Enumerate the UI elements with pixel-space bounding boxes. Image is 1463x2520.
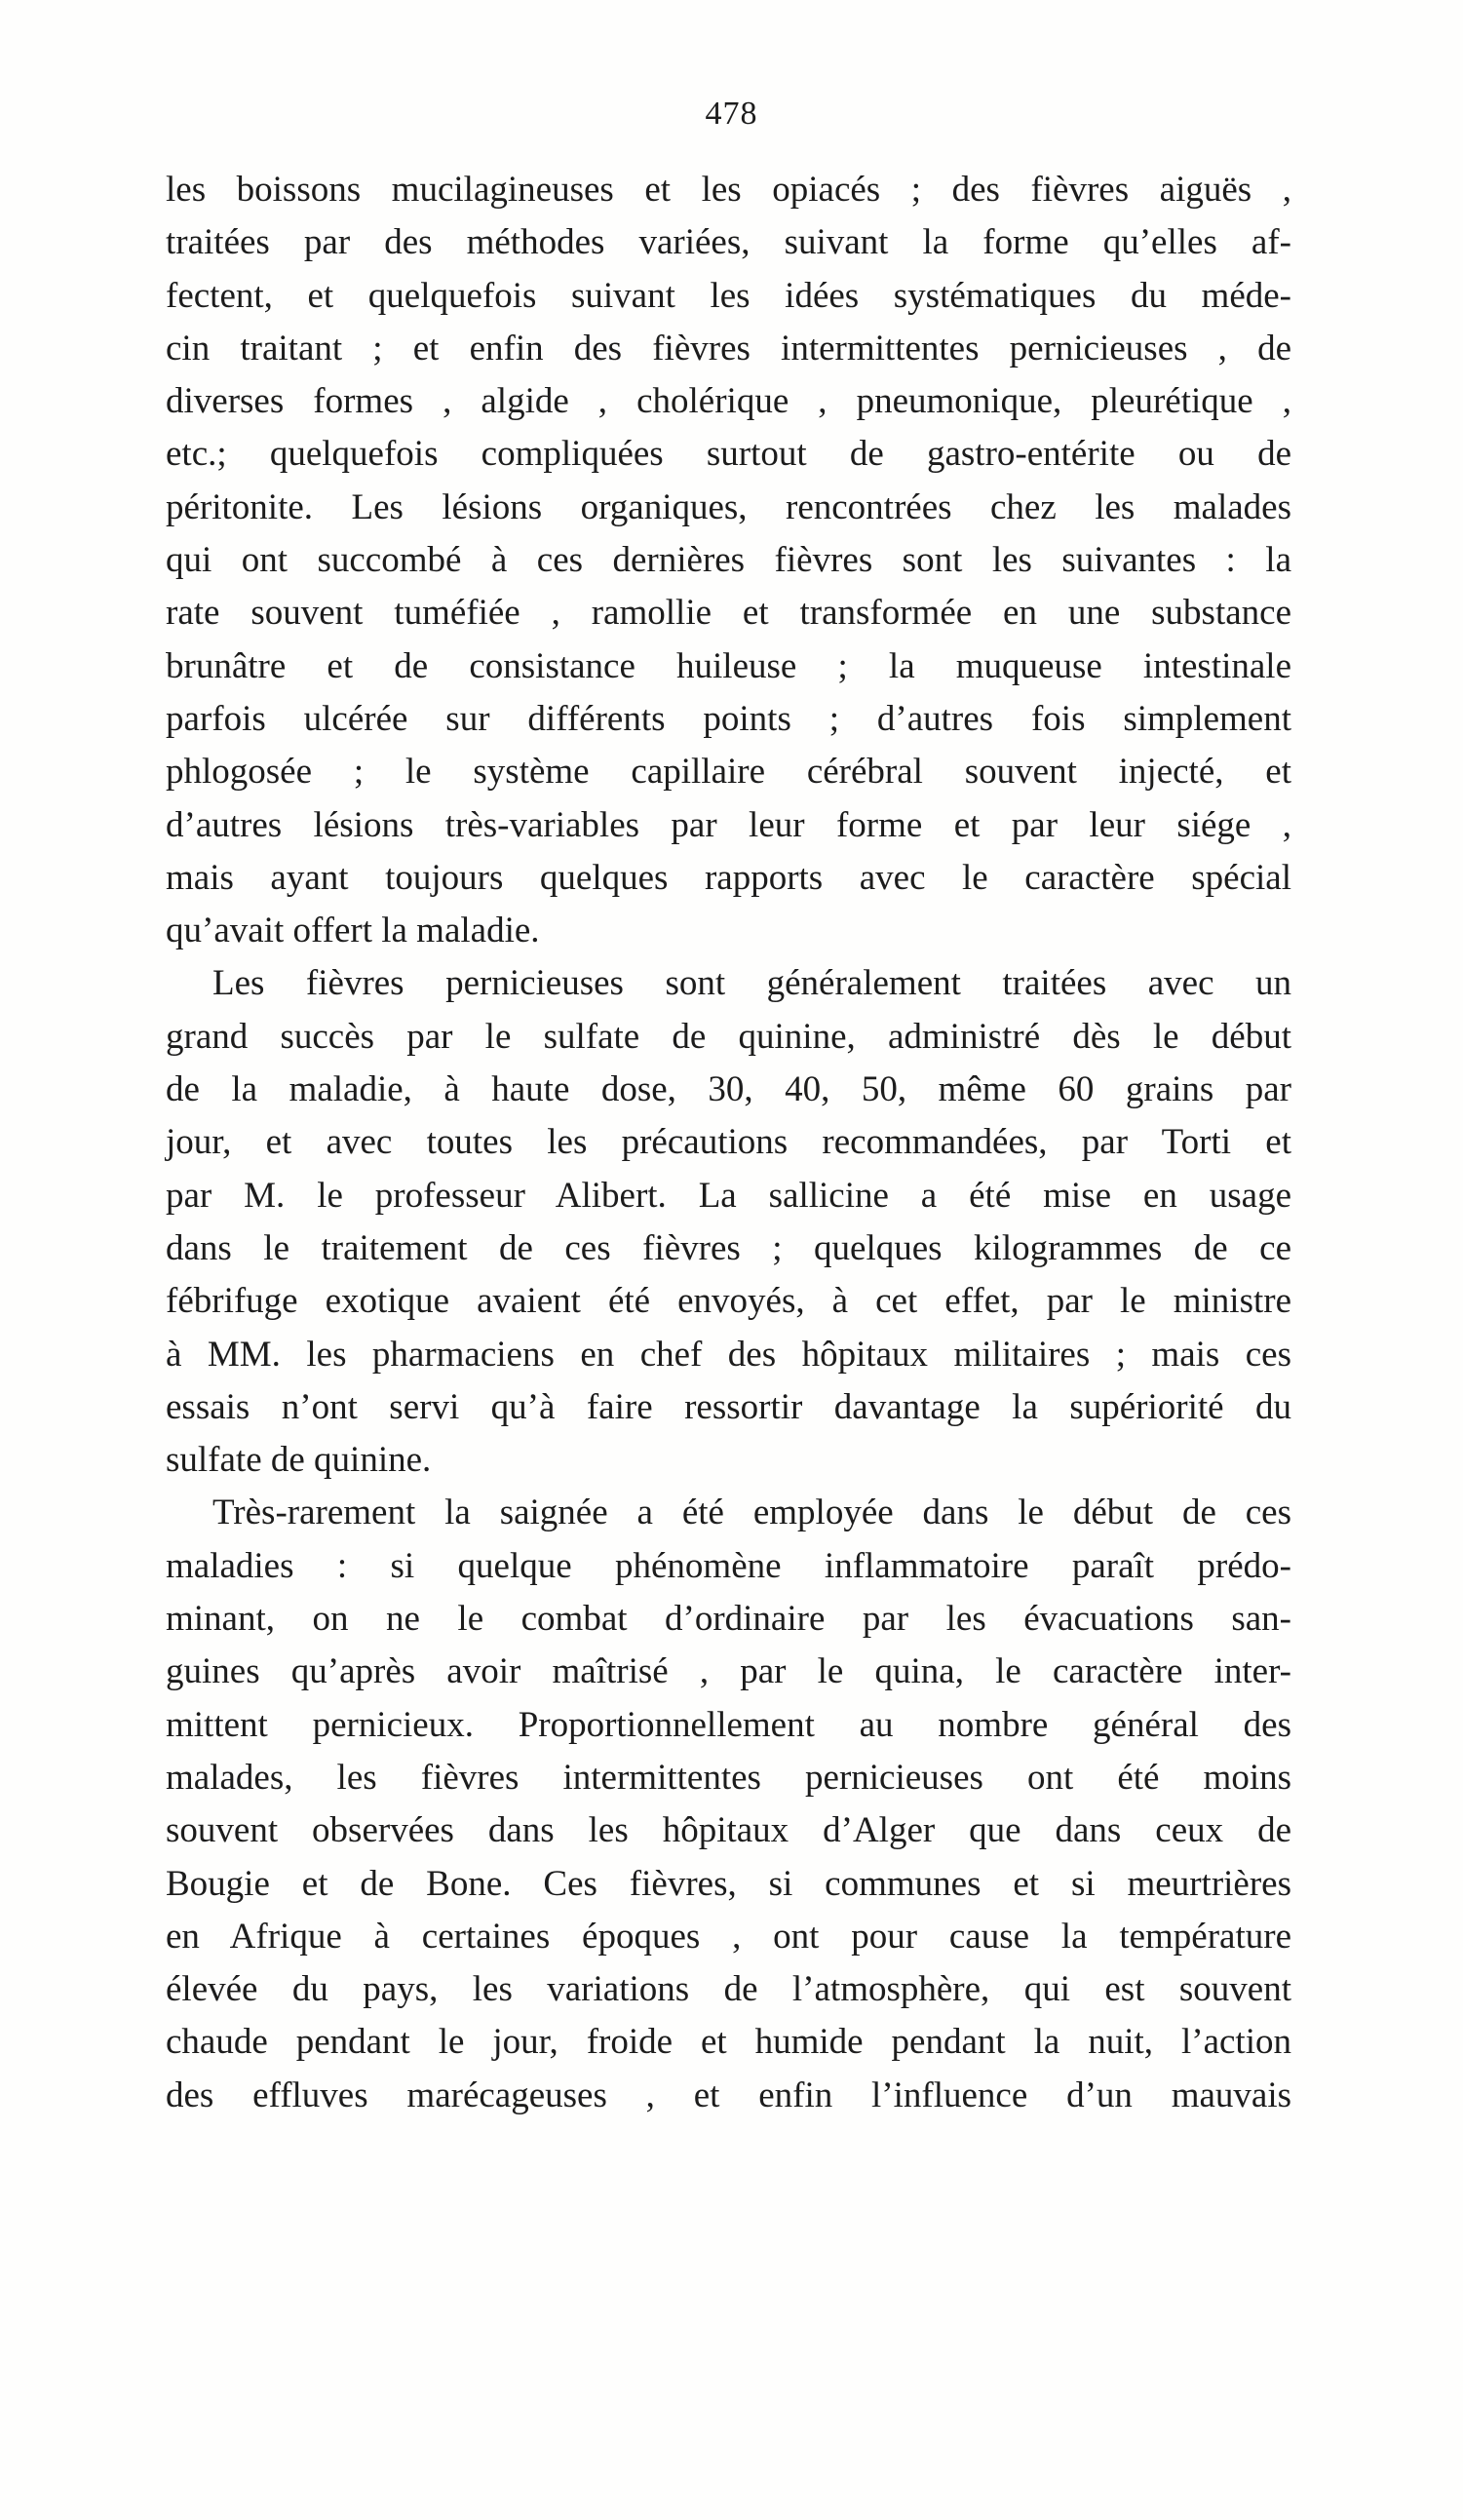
text-line: mittent pernicieux. Proportionnellement au nombre général des <box>166 1704 1291 1745</box>
text-line: fectent, et quelquefois suivant les idées systématiques du méde- <box>166 275 1291 316</box>
body-text <box>166 164 1291 2122</box>
text-line: Très-rarement la saignée a été employée dans le début de ces <box>212 1493 1291 1533</box>
text-line: d’autres lésions très-variables par leur forme et par leur siége , <box>166 804 1291 845</box>
text-line: maladies : si quelque phénomène inflammatoire paraît prédo- <box>166 1545 1291 1586</box>
text-line: Bougie et de Bone. Ces fièvres, si communes et si meurtrières <box>166 1863 1291 1904</box>
text-line: qui ont succombé à ces dernières fièvres sont les suivantes : la <box>166 540 1291 581</box>
text-line: chaude pendant le jour, froide et humide pendant la nuit, l’action <box>166 2022 1291 2063</box>
text-line: malades, les fièvres intermittentes pernicieuses ont été moins <box>166 1757 1291 1798</box>
text-line: souvent observées dans les hôpitaux d’Alger que dans ceux de <box>166 1810 1291 1851</box>
text-line: Les fièvres pernicieuses sont généralement traitées avec un <box>212 963 1291 1004</box>
text-line: qu’avait offert la maladie. <box>166 911 540 951</box>
text-line: dans le traitement de ces fièvres ; quelques kilogrammes de ce <box>166 1227 1291 1268</box>
text-line: des effluves marécageuses , et enfin l’influence d’un mauvais <box>166 2074 1291 2115</box>
text-line: essais n’ont servi qu’à faire ressortir davantage la supériorité du <box>166 1386 1291 1427</box>
text-line: diverses formes , algide , cholérique , pneumonique, pleurétique , <box>166 381 1291 422</box>
text-line: brunâtre et de consistance huileuse ; la muqueuse intestinale <box>166 645 1291 686</box>
text-line: par M. le professeur Alibert. La sallicine a été mise en usage <box>166 1175 1291 1216</box>
text-line: fébrifuge exotique avaient été envoyés, à cet effet, par le ministre <box>166 1281 1291 1322</box>
text-line: les boissons mucilagineuses et les opiacés ; des fièvres aiguës , <box>166 170 1291 210</box>
text-line: élevée du pays, les variations de l’atmosphère, qui est souvent <box>166 1969 1291 2010</box>
text-line: de la maladie, à haute dose, 30, 40, 50, même 60 grains par <box>166 1069 1291 1110</box>
text-line: sulfate de quinine. <box>166 1440 432 1481</box>
text-line: traitées par des méthodes variées, suivant la forme qu’elles af- <box>166 222 1291 263</box>
text-line: etc.; quelquefois compliquées surtout de gastro-entérite ou de <box>166 434 1291 475</box>
text-line: jour, et avec toutes les précautions recommandées, par Torti et <box>166 1122 1291 1163</box>
text-line: parfois ulcérée sur différents points ; d’autres fois simplement <box>166 698 1291 739</box>
text-line: en Afrique à certaines époques , ont pour cause la température <box>166 1916 1291 1957</box>
text-line: grand succès par le sulfate de quinine, administré dès le début <box>166 1016 1291 1057</box>
text-line: guines qu’après avoir maîtrisé , par le quina, le caractère inter- <box>166 1651 1291 1692</box>
text-line: cin traitant ; et enfin des fièvres intermittentes pernicieuses , de <box>166 328 1291 368</box>
page-number: 478 <box>705 96 758 132</box>
text-line: minant, on ne le combat d’ordinaire par les évacuations san- <box>166 1599 1291 1640</box>
text-line: péritonite. Les lésions organiques, rencontrées chez les malades <box>166 486 1291 527</box>
text-line: à MM. les pharmaciens en chef des hôpitaux militaires ; mais ces <box>166 1334 1291 1375</box>
text-line: phlogosée ; le système capillaire cérébral souvent injecté, et <box>166 752 1291 793</box>
text-line: rate souvent tuméfiée , ramollie et transformée en une substance <box>166 593 1291 634</box>
text-line: mais ayant toujours quelques rapports avec le caractère spécial <box>166 857 1291 898</box>
